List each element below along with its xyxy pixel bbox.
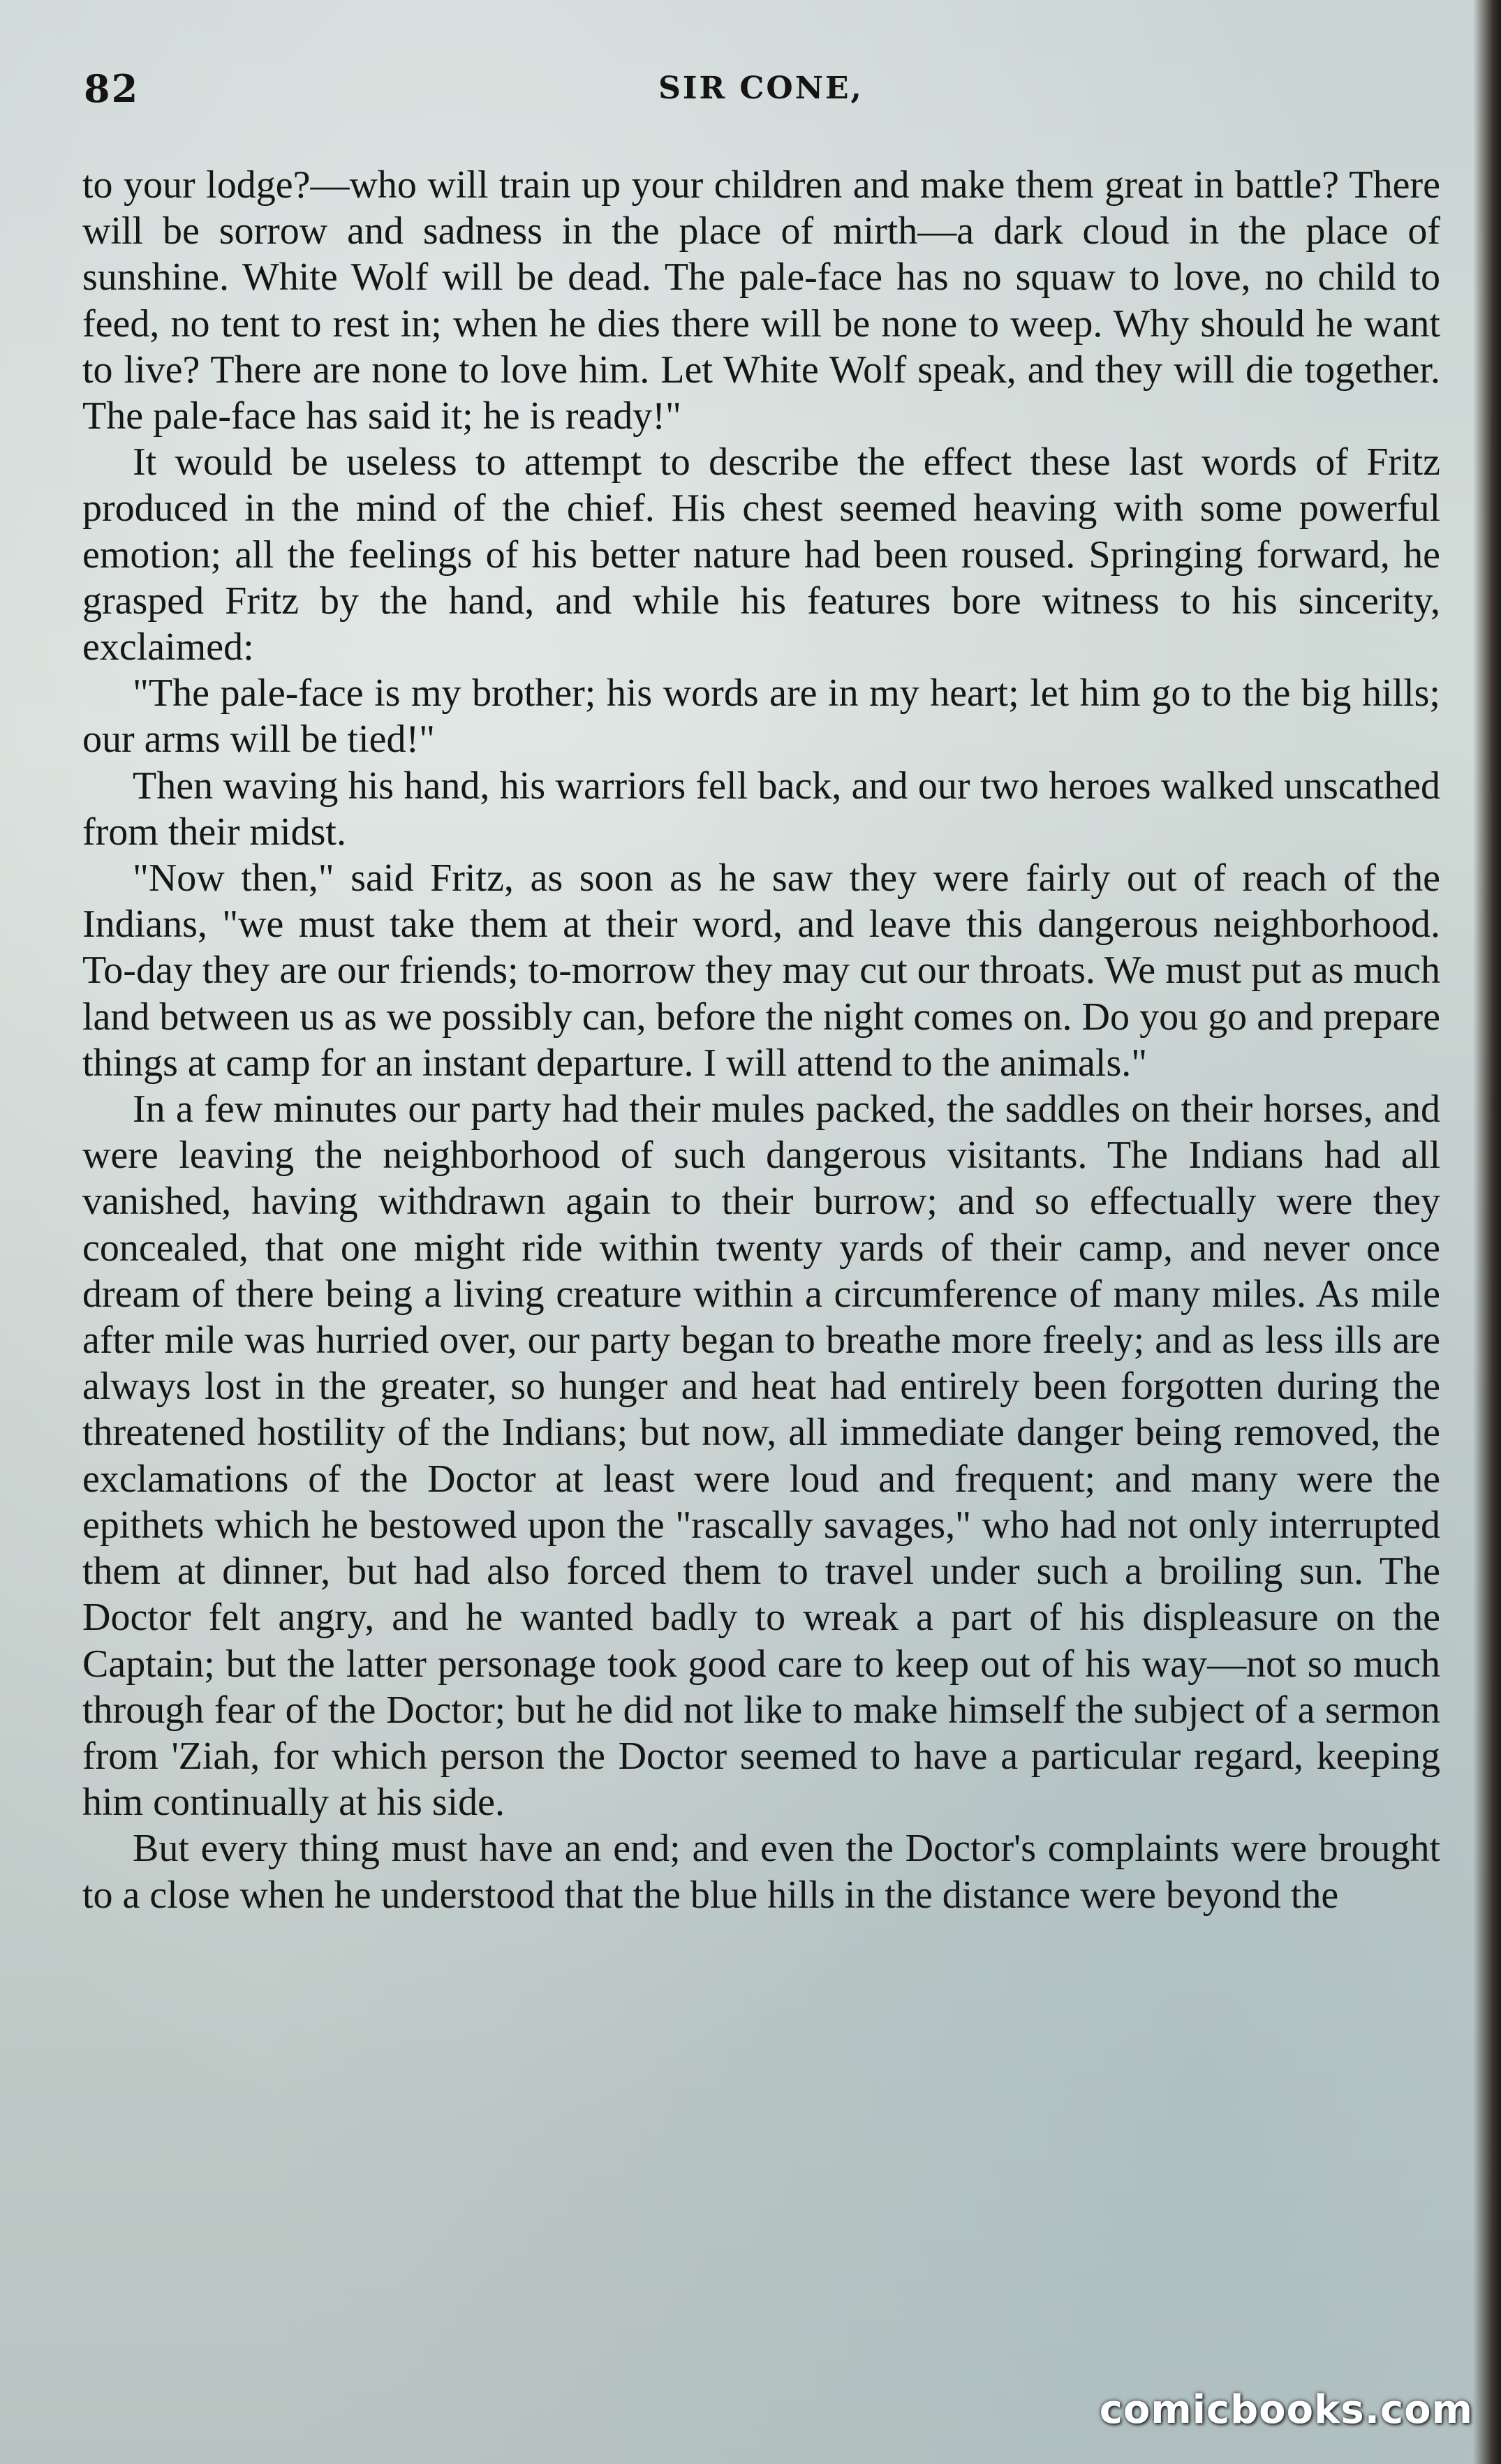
watermark-logo: comicbooks.com bbox=[1099, 2387, 1473, 2433]
paragraph: "The pale-face is my brother; his words are in my heart; let him go to the big hills; our arms will be tied!" bbox=[82, 671, 1440, 762]
page-number: 82 bbox=[84, 66, 140, 111]
page-binding-shadow bbox=[1473, 0, 1501, 2464]
paragraph: In a few minutes our party had their mules packed, the saddles on their horses, and were leaving the neighborhood of such dangerous visitants. The Indians had all vanished, having withdrawn again to their burrow; and so effectually were they concealed, that one might ride within twenty yards of their camp, and never once dream of there being a living creature within a circumference of many miles. As mile after mile was hurried over, our party began to breathe more freely; and as less ills are always lost in the greater, so hunger and heat had entirely been forgotten during the threatened hostility of the Indians; but now, all immediate danger being removed, the exclamations of the Doctor at least were loud and frequent; and many were the epithets which he bestowed upon the "rascally savages," who had not only interrupted them at dinner, but had also forced them to travel under such a broiling sun. The Doctor felt angry, and he wanted badly to wreak a part of his displeasure on the Captain; but the latter personage took good care to keep out of his way—not so much through fear of the Doctor; but he did not like to make himself the subject of a sermon from 'Ziah, for which person the Doctor seemed to have a particular regard, keeping him continually at his side. bbox=[82, 1088, 1440, 1825]
paragraph: It would be useless to attempt to describe the effect these last words of Fritz produced in the mind of the chief. His chest seemed heaving with some powerful emotion; all the feelings of his better nature had been roused. Springing forward, he grasped Fritz by the hand, and while his features bore witness to his sincerity, exclaimed: bbox=[82, 440, 1440, 669]
paragraph: But every thing must have an end; and even the Doctor's complaints were brought to a close when he understood that the blue hills in the distance were beyond the bbox=[82, 1827, 1440, 1917]
paragraph: "Now then," said Fritz, as soon as he saw they were fairly out of reach of the Indians, "we must take them at their word, and leave this dangerous neighborhood. To-day they are our friends; to-morrow they may cut our throats. We must put as much land between us as we possibly can, before the night comes on. Do you go and prepare things at camp for an instant departure. I will attend to the animals." bbox=[82, 856, 1440, 1085]
page-header bbox=[84, 66, 1438, 115]
paragraph: to your lodge?—who will train up your children and make them great in battle? There will be sorrow and sadness in the place of mirth—a dark cloud in the place of sunshine. White Wolf will be dead. The pale-face has no squaw to love, no child to feed, no tent to rest in; when he dies there will be none to weep. Why should he want to live? There are none to love him. Let White Wolf speak, and they will die together. The pale-face has said it; he is ready!" bbox=[82, 163, 1440, 438]
paragraph: Then waving his hand, his warriors fell back, and our two heroes walked unscathed from their midst. bbox=[82, 764, 1440, 854]
body-text bbox=[82, 162, 1440, 1918]
running-head: SIR CONE, bbox=[658, 70, 864, 106]
